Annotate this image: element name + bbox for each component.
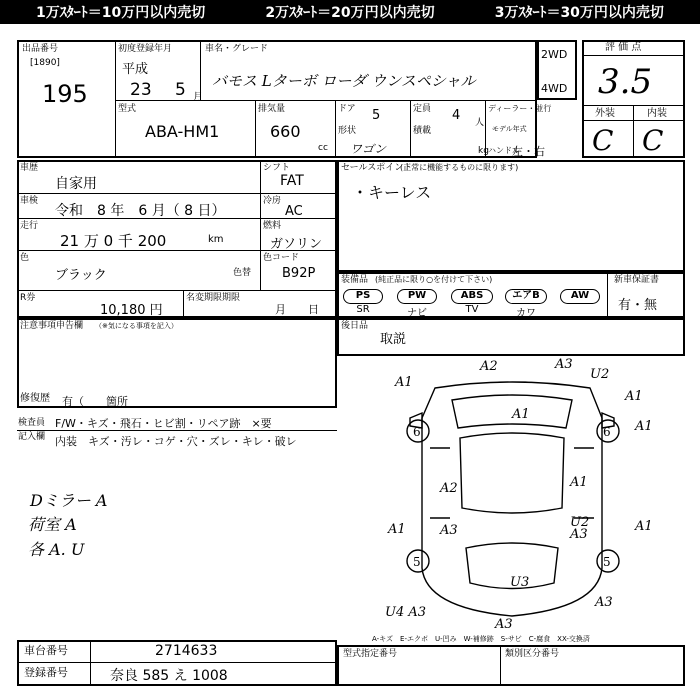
displacement-value: 660 xyxy=(270,122,301,141)
equipment-label: 装備品 xyxy=(341,275,369,285)
grade-label: 評 価 点 xyxy=(605,42,642,53)
exterior-grade: C xyxy=(592,124,614,157)
warranty-label: 新車保証書 xyxy=(614,275,660,285)
type-value: 自家用 xyxy=(55,176,97,192)
model-year-label: モデル年式 xyxy=(492,125,527,133)
first-reg-label: 初度登録年月 xyxy=(118,44,173,54)
damage-mark: A3 xyxy=(570,527,588,542)
option-navi: ナビ xyxy=(407,308,427,319)
handle-label: ハンドル xyxy=(488,146,520,155)
aftermarket-value: 取説 xyxy=(380,332,407,347)
tire-depth-mark: 6 xyxy=(413,425,421,439)
tire-depth-mark: 6 xyxy=(603,425,611,439)
damage-legend: A-キズ E-エクボ U-凹み W-補修跡 S-サビ C-腐食 XX-交換済 xyxy=(372,635,590,643)
handle-value: 左・右 xyxy=(512,145,545,158)
damage-mark: U2 xyxy=(590,367,610,382)
deadline-value: 月 日 xyxy=(275,303,319,316)
name-label: 車名・グレード xyxy=(205,44,269,54)
option-abs: ABS xyxy=(451,289,493,304)
handwritten-note: Dミラー A xyxy=(30,491,108,510)
warranty-value: 有・無 xyxy=(618,298,658,313)
shift-label: シフト xyxy=(263,163,291,173)
inspection-label: 車検 xyxy=(20,196,39,206)
option-sr: SR xyxy=(356,304,370,315)
banner-item: 1万ｽﾀｰﾄ＝10万円以内売切 xyxy=(36,5,206,21)
color-change-label: 色替 xyxy=(233,268,252,278)
color-label: 色 xyxy=(20,253,30,263)
interior-grade: C xyxy=(642,124,664,157)
damage-mark: A1 xyxy=(395,375,413,390)
tire-depth-mark: 5 xyxy=(413,555,421,569)
deadline-label: 名変期限期限 xyxy=(186,293,241,303)
lot-number: 195 xyxy=(42,80,88,108)
damage-mark: U4 A3 xyxy=(385,605,427,620)
auction-banner xyxy=(0,0,700,24)
kg-unit: kg xyxy=(478,146,489,156)
km-unit: km xyxy=(208,234,224,245)
option-ps: PS xyxy=(343,289,383,304)
aftermarket-label: 後日品 xyxy=(341,321,369,331)
notes-label: 注意事項申告欄 xyxy=(20,321,84,331)
era: 平成 xyxy=(122,62,149,77)
reg-no-value: 2714633 xyxy=(155,643,218,659)
exterior-label: 外装 xyxy=(595,108,615,119)
ac-value: AC xyxy=(285,204,303,219)
model-label: 型式 xyxy=(118,104,137,114)
plate-value: 奈良 585 え 1008 xyxy=(110,668,228,684)
notes-hint: （※気になる事項を記入） xyxy=(95,322,178,330)
damage-mark: U3 xyxy=(510,575,530,590)
option-pw: PW xyxy=(397,289,437,304)
damage-mark: A1 xyxy=(625,389,643,404)
mileage-value: 21 万 0 千 200 xyxy=(60,232,167,250)
damage-diagram xyxy=(340,358,685,630)
cc-unit: cc xyxy=(318,143,328,153)
category-label: 類別区分番号 xyxy=(505,649,560,659)
drive-4wd: 4WD xyxy=(541,82,568,95)
doors-label: ドア xyxy=(338,104,356,114)
capacity-value: 4 xyxy=(452,108,461,123)
mileage-label: 走行 xyxy=(20,221,39,231)
damage-mark: A2 xyxy=(480,359,498,374)
damage-mark: A1 xyxy=(635,419,653,434)
shift-value: FAT xyxy=(280,173,304,189)
capacity-label: 定員 xyxy=(413,104,432,114)
sales-point-label: セールスポイント xyxy=(341,163,413,173)
lot-sub: [1890] xyxy=(30,58,60,68)
damage-mark: A1 xyxy=(635,519,653,534)
reg-month: 5 xyxy=(175,80,186,100)
inspector-label-2: 記入欄 xyxy=(18,432,46,442)
option-tv: TV xyxy=(465,304,479,315)
shape-value: ワゴン xyxy=(350,142,387,156)
interior-label: 内装 xyxy=(647,108,667,119)
handwritten-note: 各 A. U xyxy=(28,540,85,559)
repair-value: 有（ 箇所 xyxy=(62,395,128,408)
color-code-label: 色コード xyxy=(263,253,300,263)
option-aw: AW xyxy=(560,289,600,304)
color-code-value: B92P xyxy=(282,266,316,281)
sales-point-box xyxy=(337,160,685,272)
inspector-row-1: F/W・キズ・飛石・ヒビ割・リペア跡 ×要 xyxy=(55,417,272,430)
handwritten-note: 荷室 A xyxy=(28,515,77,534)
month-unit: 月 xyxy=(193,92,203,103)
capacity-unit: 人 xyxy=(475,118,485,128)
damage-mark: A1 xyxy=(570,475,588,490)
color-value: ブラック xyxy=(55,268,107,283)
damage-mark: A1 xyxy=(388,522,406,537)
plate-label: 登録番号 xyxy=(24,666,68,679)
car-name: バモス Lターボ ローダ ウンスペシャル xyxy=(212,72,476,90)
damage-mark: A1 xyxy=(512,407,530,422)
grade-value: 3.5 xyxy=(598,62,653,102)
recycle-label: R券 xyxy=(20,293,36,303)
displacement-label: 排気量 xyxy=(258,104,286,114)
repair-label: 修復歴 xyxy=(20,393,50,404)
damage-mark: A3 xyxy=(555,358,573,372)
ac-label: 冷房 xyxy=(263,196,282,206)
option-leather: カワ xyxy=(516,308,536,319)
designation-label: 型式指定番号 xyxy=(343,649,398,659)
inspector-row-2: 内装 キズ・汚レ・コゲ・穴・ズレ・キレ・破レ xyxy=(55,435,297,448)
banner-item: 2万ｽﾀｰﾄ＝20万円以内売切 xyxy=(265,5,435,21)
tire-depth-mark: 5 xyxy=(603,555,611,569)
inspector-label-1: 検査員 xyxy=(18,418,46,428)
lot-label: 出品番号 xyxy=(22,44,59,54)
shape-label: 形状 xyxy=(338,126,357,136)
reg-year: 23 xyxy=(130,80,152,100)
fuel-label: 燃料 xyxy=(263,221,282,231)
dealer-label: ディーラー・並行 xyxy=(488,104,552,113)
sales-point-hint: (正常に機能するものに限ります) xyxy=(400,163,519,172)
doors-value: 5 xyxy=(372,108,381,123)
reg-no-label: 車台番号 xyxy=(24,644,68,657)
type-label: 車歴 xyxy=(20,163,39,173)
damage-mark: A2 xyxy=(440,481,458,496)
drive-2wd: 2WD xyxy=(541,48,568,61)
recycle-value: 10,180 円 xyxy=(100,303,163,318)
damage-mark: U2 xyxy=(570,515,590,530)
equipment-hint: (純正品に限り○を付けて下さい) xyxy=(375,275,493,284)
model-value: ABA-HM1 xyxy=(145,122,220,141)
option-airbag: エアB xyxy=(505,289,547,304)
banner-item: 3万ｽﾀｰﾄ＝30万円以内売切 xyxy=(494,5,664,21)
damage-mark: A3 xyxy=(495,617,513,630)
loading-label: 積載 xyxy=(413,126,432,136)
damage-mark: A3 xyxy=(595,595,613,610)
fuel-value: ガソリン xyxy=(270,237,323,252)
damage-mark: A3 xyxy=(440,523,458,538)
sales-point-item: ・キーレス xyxy=(352,183,432,202)
inspection-value: 令和 8 年 6 月（ 8 日） xyxy=(55,203,226,219)
